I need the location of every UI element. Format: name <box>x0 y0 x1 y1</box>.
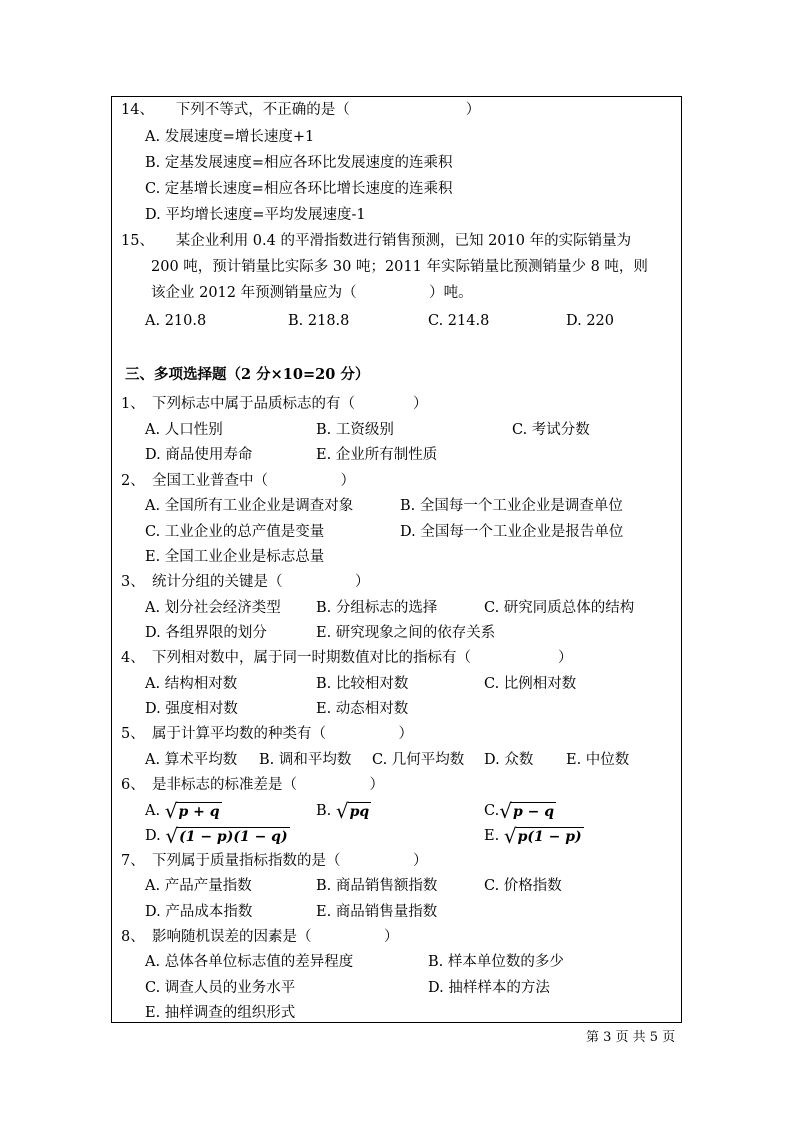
m3-option-e: E. 研究现象之间的依存关系 <box>316 625 496 641</box>
q15-stem-line3: 该企业 2012 年预测销量应为（ ）吨。 <box>151 285 473 301</box>
m4-option-b: B. 比较相对数 <box>316 676 409 692</box>
m5-option-c: C. 几何平均数 <box>372 752 465 768</box>
q15-option-c: C. 214.8 <box>428 313 490 329</box>
m7-option-b: B. 商品销售额指数 <box>316 878 438 894</box>
q14-stem: 14、 下列不等式，不正确的是（ ） <box>121 102 481 118</box>
formula-b: pq <box>349 804 370 820</box>
m3-stem: 3、 统计分组的关键是（ ） <box>121 574 370 590</box>
formula-c: p − q <box>512 804 554 820</box>
formula-d: (1 − p)(1 − q) <box>179 829 288 845</box>
m2-option-d: D. 全国每一个工业企业是报告单位 <box>400 524 624 540</box>
m3-option-b: B. 分组标志的选择 <box>316 600 438 616</box>
m6-label-c: C. <box>484 803 500 819</box>
m8-option-a: A. 总体各单位标志值的差异程度 <box>145 954 354 970</box>
sqrt-formula-d <box>165 826 289 846</box>
sqrt-formula-e <box>504 826 584 846</box>
m6-option-a <box>145 801 222 821</box>
m3-option-c: C. 研究同质总体的结构 <box>484 600 635 616</box>
m8-option-b: B. 样本单位数的多少 <box>428 954 564 970</box>
m3-option-a: A. 划分社会经济类型 <box>145 600 281 616</box>
m1-option-b: B. 工资级别 <box>316 422 394 438</box>
m6-option-d <box>145 826 290 846</box>
m6-option-c <box>484 801 556 821</box>
q15-stem-line2: 200 吨，预计销量比实际多 30 吨；2011 年实际销量比预测销量少 8 吨，则 <box>151 259 648 275</box>
m1-option-d: D. 商品使用寿命 <box>145 447 253 463</box>
m6-stem: 6、 是非标志的标准差是（ ） <box>121 777 384 793</box>
m1-stem: 1、 下列标志中属于品质标志的有（ ） <box>121 396 428 412</box>
q15-option-d: D. 220 <box>566 313 615 329</box>
m5-option-a: A. 算术平均数 <box>145 752 238 768</box>
m8-option-d: D. 抽样样本的方法 <box>428 980 550 996</box>
radical-icon: √ <box>335 799 349 823</box>
m2-option-e: E. 全国工业企业是标志总量 <box>145 549 325 565</box>
m4-option-d: D. 强度相对数 <box>145 701 238 717</box>
q14-option-b: B. 定基发展速度=相应各环比发展速度的连乘积 <box>145 155 453 171</box>
m1-option-c: C. 考试分数 <box>512 422 590 438</box>
m7-option-d: D. 产品成本指数 <box>145 904 253 920</box>
m6-label-e: E. <box>484 828 500 844</box>
section-title: 三、多项选择题（2 分×10=20 分） <box>125 366 370 383</box>
m4-option-a: A. 结构相对数 <box>145 676 238 692</box>
m5-option-b: B. 调和平均数 <box>259 752 352 768</box>
q15-option-b: B. 218.8 <box>288 313 350 329</box>
formula-e: p(1 − p) <box>517 829 582 845</box>
radical-icon: √ <box>503 824 517 848</box>
m8-stem: 8、 影响随机误差的因素是（ ） <box>121 929 399 945</box>
m8-option-e: E. 抽样调查的组织形式 <box>145 1005 296 1021</box>
m2-option-b: B. 全国每一个工业企业是调查单位 <box>400 498 623 514</box>
m8-option-c: C. 调查人员的业务水平 <box>145 980 296 996</box>
m6-label-b: B. <box>316 803 332 819</box>
m7-option-a: A. 产品产量指数 <box>145 878 252 894</box>
m5-stem: 5、 属于计算平均数的种类有（ ） <box>121 726 413 742</box>
m2-option-c: C. 工业企业的总产值是变量 <box>145 524 325 540</box>
m6-label-d: D. <box>145 828 161 844</box>
m4-option-c: C. 比例相对数 <box>484 676 577 692</box>
q14-option-c: C. 定基增长速度=相应各环比增长速度的连乘积 <box>145 181 453 197</box>
m6-option-b <box>316 801 371 821</box>
q14-option-d: D. 平均增长速度=平均发展速度-1 <box>145 207 366 223</box>
sqrt-formula-b <box>336 801 371 821</box>
radical-icon: √ <box>165 824 179 848</box>
m6-label-a: A. <box>145 803 161 819</box>
m7-stem: 7、 下列属于质量指标指数的是（ ） <box>121 853 428 869</box>
m6-option-e <box>484 826 584 846</box>
m7-option-c: C. 价格指数 <box>484 878 562 894</box>
sqrt-formula-c <box>499 801 556 821</box>
page-number: 第 3 页 共 5 页 <box>586 1030 676 1045</box>
q14-option-a: A. 发展速度=增长速度+1 <box>145 129 315 145</box>
m4-option-e: E. 动态相对数 <box>316 701 409 717</box>
q15-stem-line1: 15、 某企业利用 0.4 的平滑指数进行销售预测，已知 2010 年的实际销量为 <box>121 233 632 249</box>
q15-option-a: A. 210.8 <box>145 313 207 329</box>
m7-option-e: E. 商品销售量指数 <box>316 904 438 920</box>
m2-option-a: A. 全国所有工业企业是调查对象 <box>145 498 354 514</box>
m1-option-e: E. 企业所有制性质 <box>316 447 438 463</box>
formula-a: p + q <box>178 804 220 820</box>
m3-option-d: D. 各组界限的划分 <box>145 625 267 641</box>
m1-option-a: A. 人口性别 <box>145 422 223 438</box>
m5-option-d: D. 众数 <box>484 752 534 768</box>
sqrt-formula-a <box>165 801 222 821</box>
m5-option-e: E. 中位数 <box>566 752 630 768</box>
m4-stem: 4、 下列相对数中，属于同一时期数值对比的指标有（ ） <box>121 650 573 666</box>
radical-icon: √ <box>499 799 512 823</box>
m2-stem: 2、 全国工业普查中（ ） <box>121 473 355 489</box>
radical-icon: √ <box>164 799 178 823</box>
